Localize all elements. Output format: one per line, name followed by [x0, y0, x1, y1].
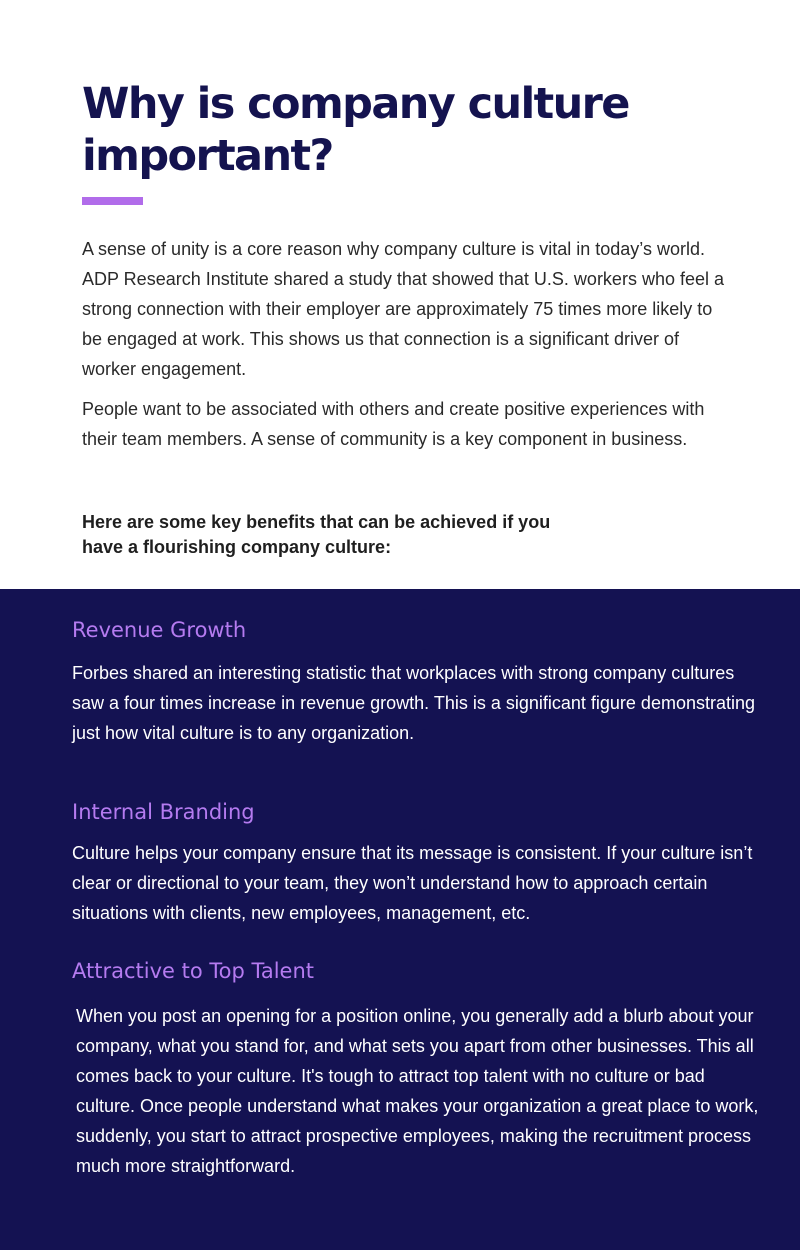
intro-section: [0, 0, 800, 589]
benefit-body: Forbes shared an interesting statistic that workplaces with strong company cultures saw a four times increase in revenue growth. This is a significant figure demonstrating just how vital culture is to any organization.: [72, 663, 755, 743]
benefit-revenue-growth: [72, 616, 762, 748]
benefit-top-talent-body: [76, 1001, 761, 1181]
benefit-heading: Attractive to Top Talent: [72, 959, 314, 983]
intro-paragraph-1: A sense of unity is a core reason why company culture is vital in today’s world. ADP Research Institute shared a study that showed that U.S. workers who feel a strong connection with their employer are approximately 75 times more likely to be engaged at work. This shows us that connection is a significant driver of worker engagement.: [82, 239, 724, 379]
benefit-internal-branding: [72, 798, 762, 928]
benefit-body: When you post an opening for a position online, you generally add a blurb about your company, what you stand for, and what sets you apart from other businesses. This all comes back to your culture. It's tough to attract top talent with no culture or bad culture. Once people understand what makes your organization a great place to work, suddenly, you start to attract prospective employees, making the recruitment process much more straightforward.: [76, 1006, 759, 1176]
benefit-body: Culture helps your company ensure that its message is consistent. If your culture isn’t clear or directional to your team, they won’t understand how to approach certain situations with clients, new employees, management, etc.: [72, 843, 753, 923]
benefits-lead-text: Here are some key benefits that can be achieved if you have a flourishing company culture:: [82, 512, 551, 557]
benefit-heading: Internal Branding: [72, 800, 255, 824]
page-title: Why is company culture important?: [82, 79, 629, 181]
intro-paragraph-2: People want to be associated with others and create positive experiences with their team members. A sense of community is a key component in business.: [82, 399, 705, 449]
title-accent-bar: [82, 197, 143, 205]
intro-text: [82, 234, 732, 464]
benefit-top-talent: [72, 957, 762, 985]
benefit-heading: Revenue Growth: [72, 618, 247, 642]
benefits-section: [0, 589, 800, 1250]
